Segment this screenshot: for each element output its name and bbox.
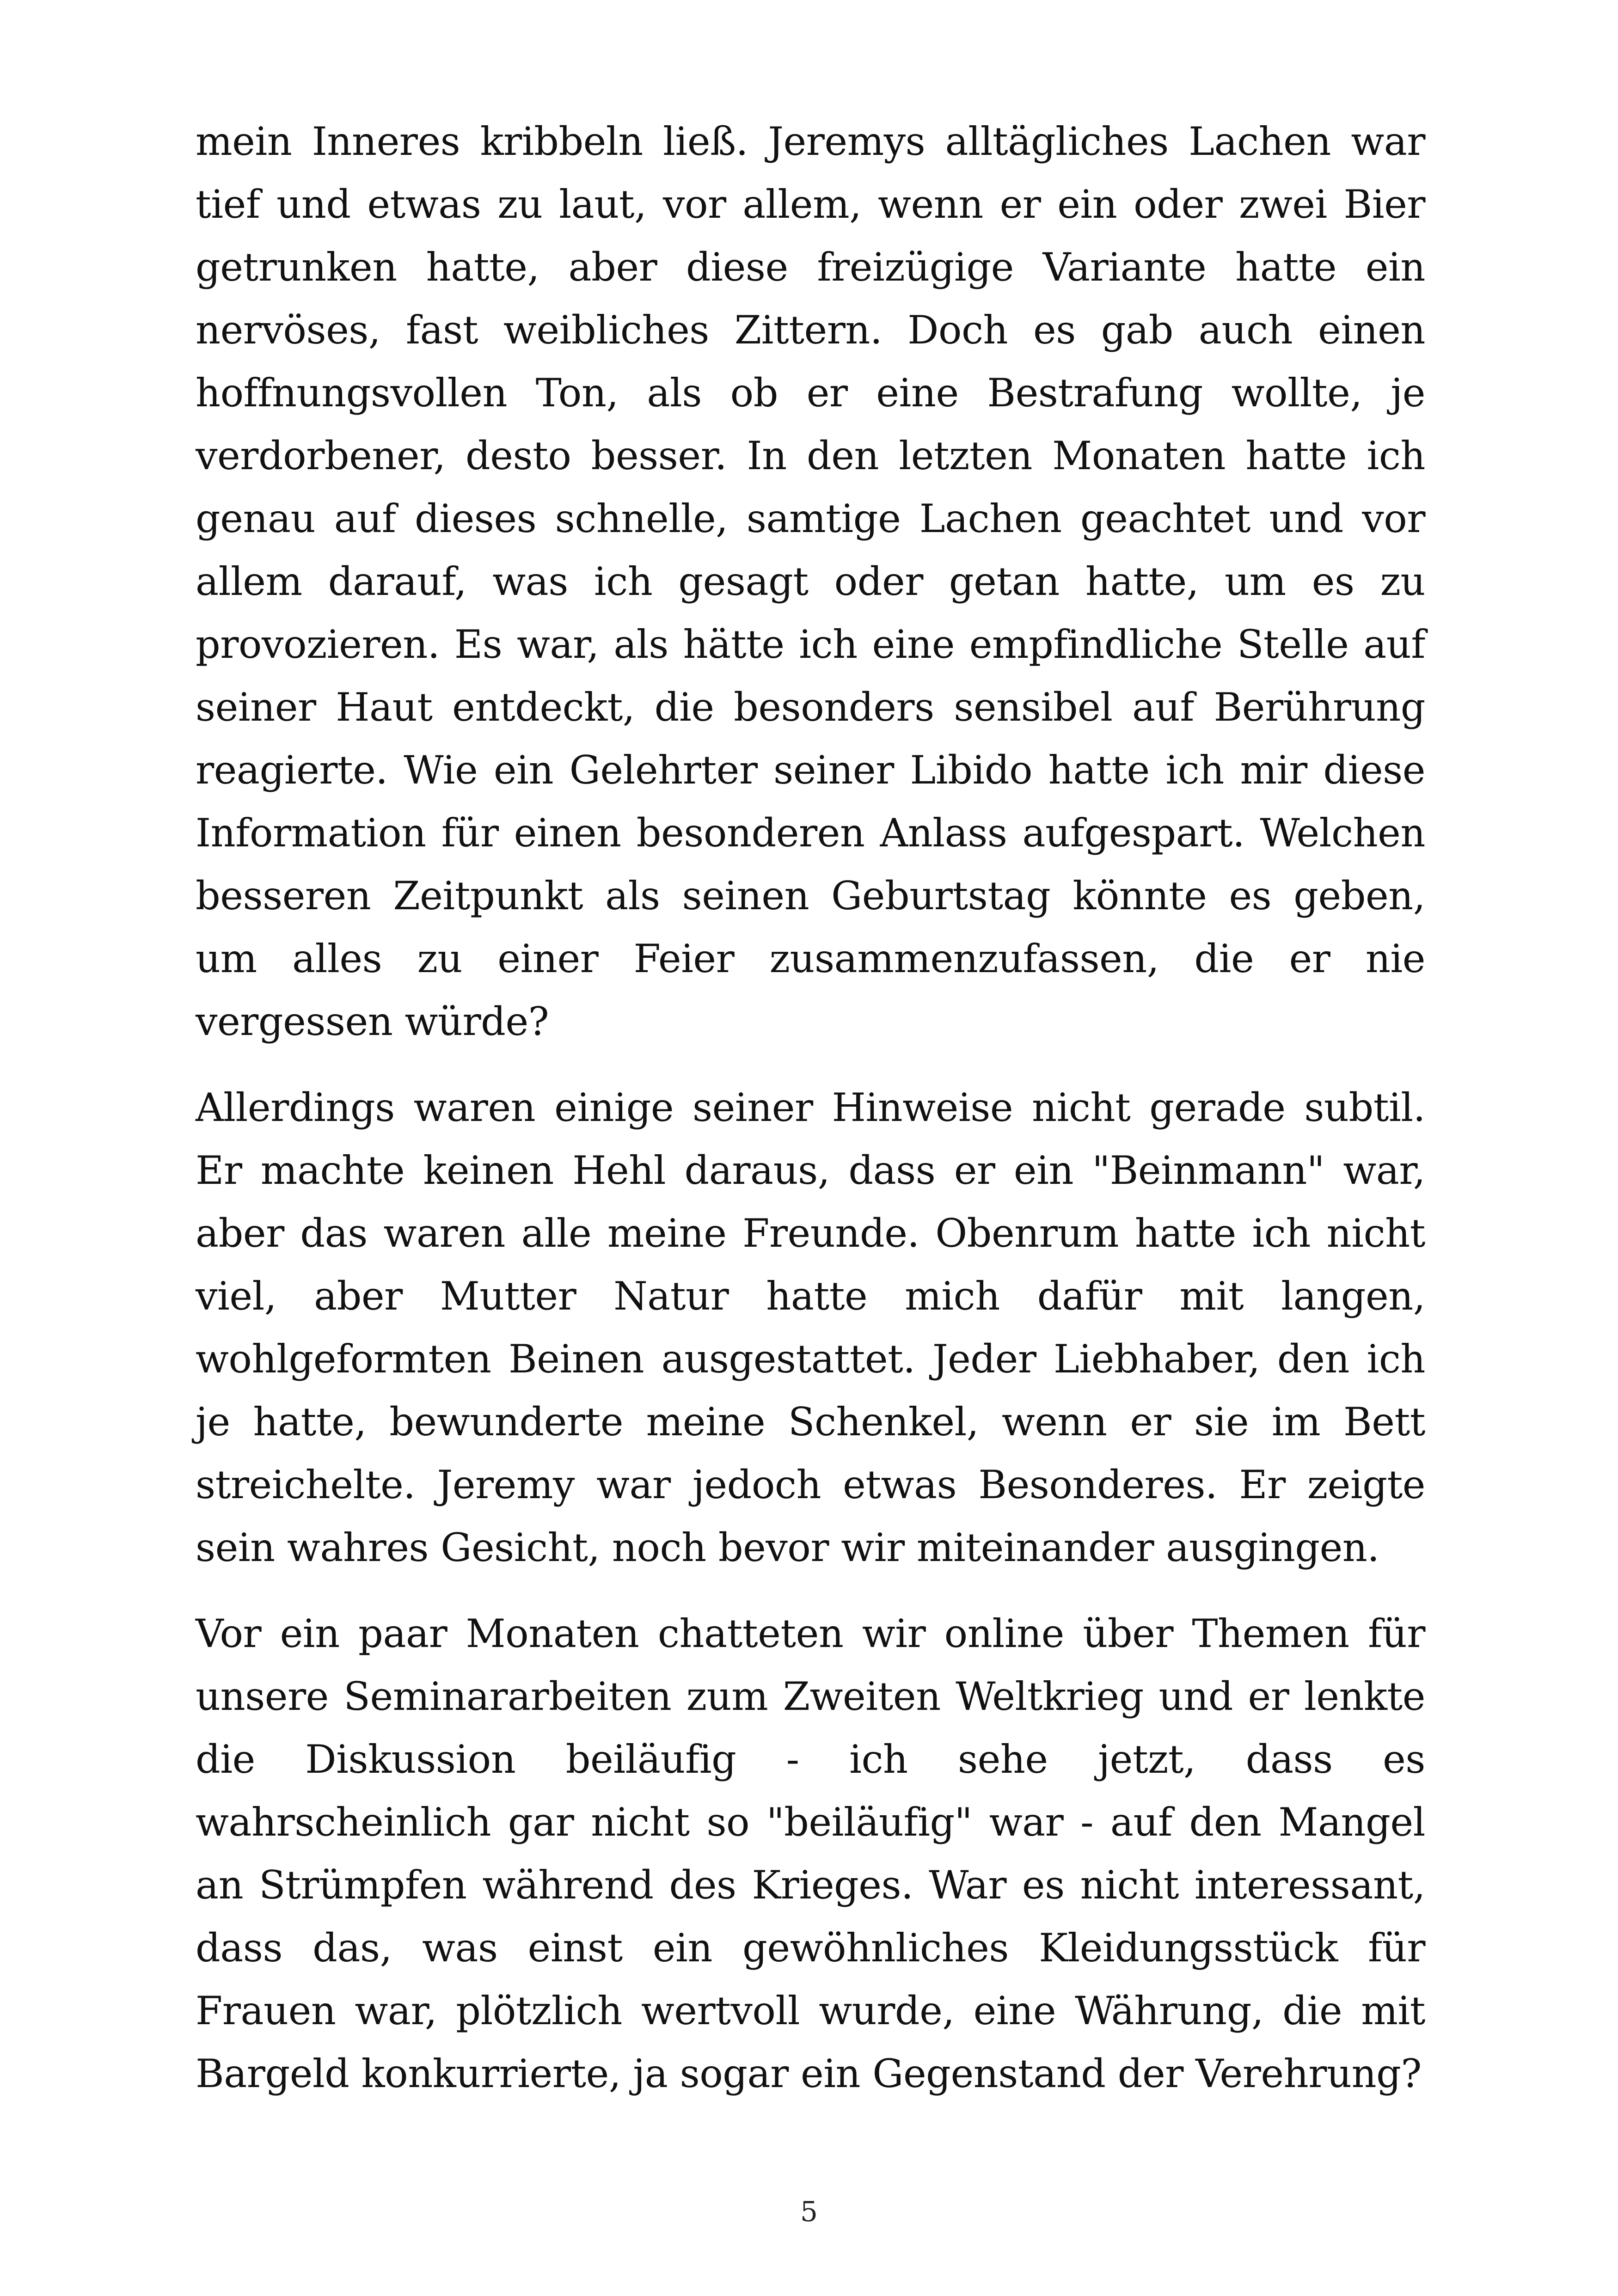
paragraph-3: Vor ein paar Monaten chatteten wir online über Themen für unsere Seminararbeiten zum Zweiten Weltkrieg und er lenkte die Diskussion beiläufig - ich sehe jetzt, dass es wahrscheinlich gar nicht so "beiläufig" war - auf den Mangel an Strümpfen während des Krieges. War es nicht interessant, dass das, was einst ein gewöhnliches Kleidungsstück für Frauen war, plötzlich wertvoll wurde, eine Währung, die mit Bargeld konkurrierte, ja sogar ein Gegenstand der Verehrung? xyxy=(196,1611,1425,2096)
body-text xyxy=(196,110,1425,2128)
paragraph-2: Allerdings waren einige seiner Hinweise nicht gerade subtil. Er machte keinen Hehl daraus, dass er ein "Beinmann" war, aber das waren alle meine Freunde. Obenrum hatte ich nicht viel, aber Mutter Natur hatte mich dafür mit langen, wohlgeformten Beinen ausgestattet. Jeder Liebhaber, den ich je hatte, bewunderte meine Schenkel, wenn er sie im Bett streichelte. Jeremy war jedoch etwas Besonderes. Er zeigte sein wahres Gesicht, noch bevor wir miteinander ausgingen. xyxy=(196,1085,1425,1570)
paragraph-1: mein Inneres kribbeln ließ. Jeremys alltägliches Lachen war tief und etwas zu laut, vor allem, wenn er ein oder zwei Bier getrunken hatte, aber diese freizügige Variante hatte ein nervöses, fast weibliches Zittern. Doch es gab auch einen hoffnungsvollen Ton, als ob er eine Bestrafung wollte, je verdorbener, desto besser. In den letzten Monaten hatte ich genau auf dieses schnelle, samtige Lachen geachtet und vor allem darauf, was ich gesagt oder getan hatte, um es zu provozieren. Es war, als hätte ich eine empfindliche Stelle auf seiner Haut entdeckt, die besonders sensibel auf Berührung reagierte. Wie ein Gelehrter seiner Libido hatte ich mir diese Information für einen besonderen Anlass aufgespart. Welchen besseren Zeitpunkt als seinen Geburtstag könnte es geben, um alles zu einer Feier zusammenzufassen, die er nie vergessen würde? xyxy=(196,119,1425,1044)
page-number: 5 xyxy=(800,2196,818,2228)
